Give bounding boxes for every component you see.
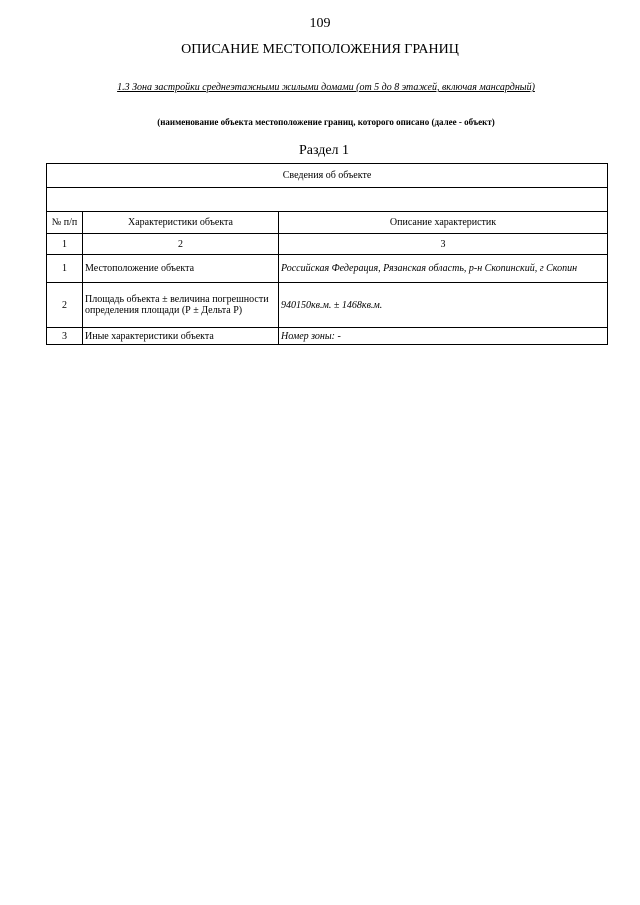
column-number: 3 [279,234,608,255]
row-characteristic: Площадь объекта ± величина погрешности определения площади (Р ± Дельта Р) [83,283,279,328]
table-blank-row [47,188,608,212]
document-title: ОПИСАНИЕ МЕСТОПОЛОЖЕНИЯ ГРАНИЦ [181,42,459,57]
column-numbers-row [47,234,608,255]
page-number: 109 [309,16,331,31]
table-row [47,255,608,283]
row-characteristic: Иные характеристики объекта [83,328,279,345]
column-headers-row [47,212,608,234]
zone-name: 1.3 Зона застройки среднеэтажными жилыми домами (от 5 до 8 этажей, включая мансардный) [117,82,535,93]
row-characteristic: Местоположение объекта [83,255,279,283]
object-info-table [46,163,608,345]
table-header: Сведения об объекте [47,164,608,188]
section-title: Раздел 1 [298,143,350,158]
row-description: Российская Федерация, Рязанская область, р-н Скопинский, г Скопин [279,255,608,283]
column-header-description: Описание характеристик [279,212,608,234]
column-header-number: № п/п [47,212,83,234]
row-description: Номер зоны: - [279,328,608,345]
column-header-characteristics: Характеристики объекта [83,212,279,234]
table-row [47,328,608,345]
row-description: 940150кв.м. ± 1468кв.м. [279,283,608,328]
row-number: 1 [47,255,83,283]
row-number: 2 [47,283,83,328]
row-number: 3 [47,328,83,345]
column-number: 2 [83,234,279,255]
column-number: 1 [47,234,83,255]
table-row [47,283,608,328]
object-caption: (наименование объекта местоположение границ, которого описано (далее - объект) [157,117,495,127]
